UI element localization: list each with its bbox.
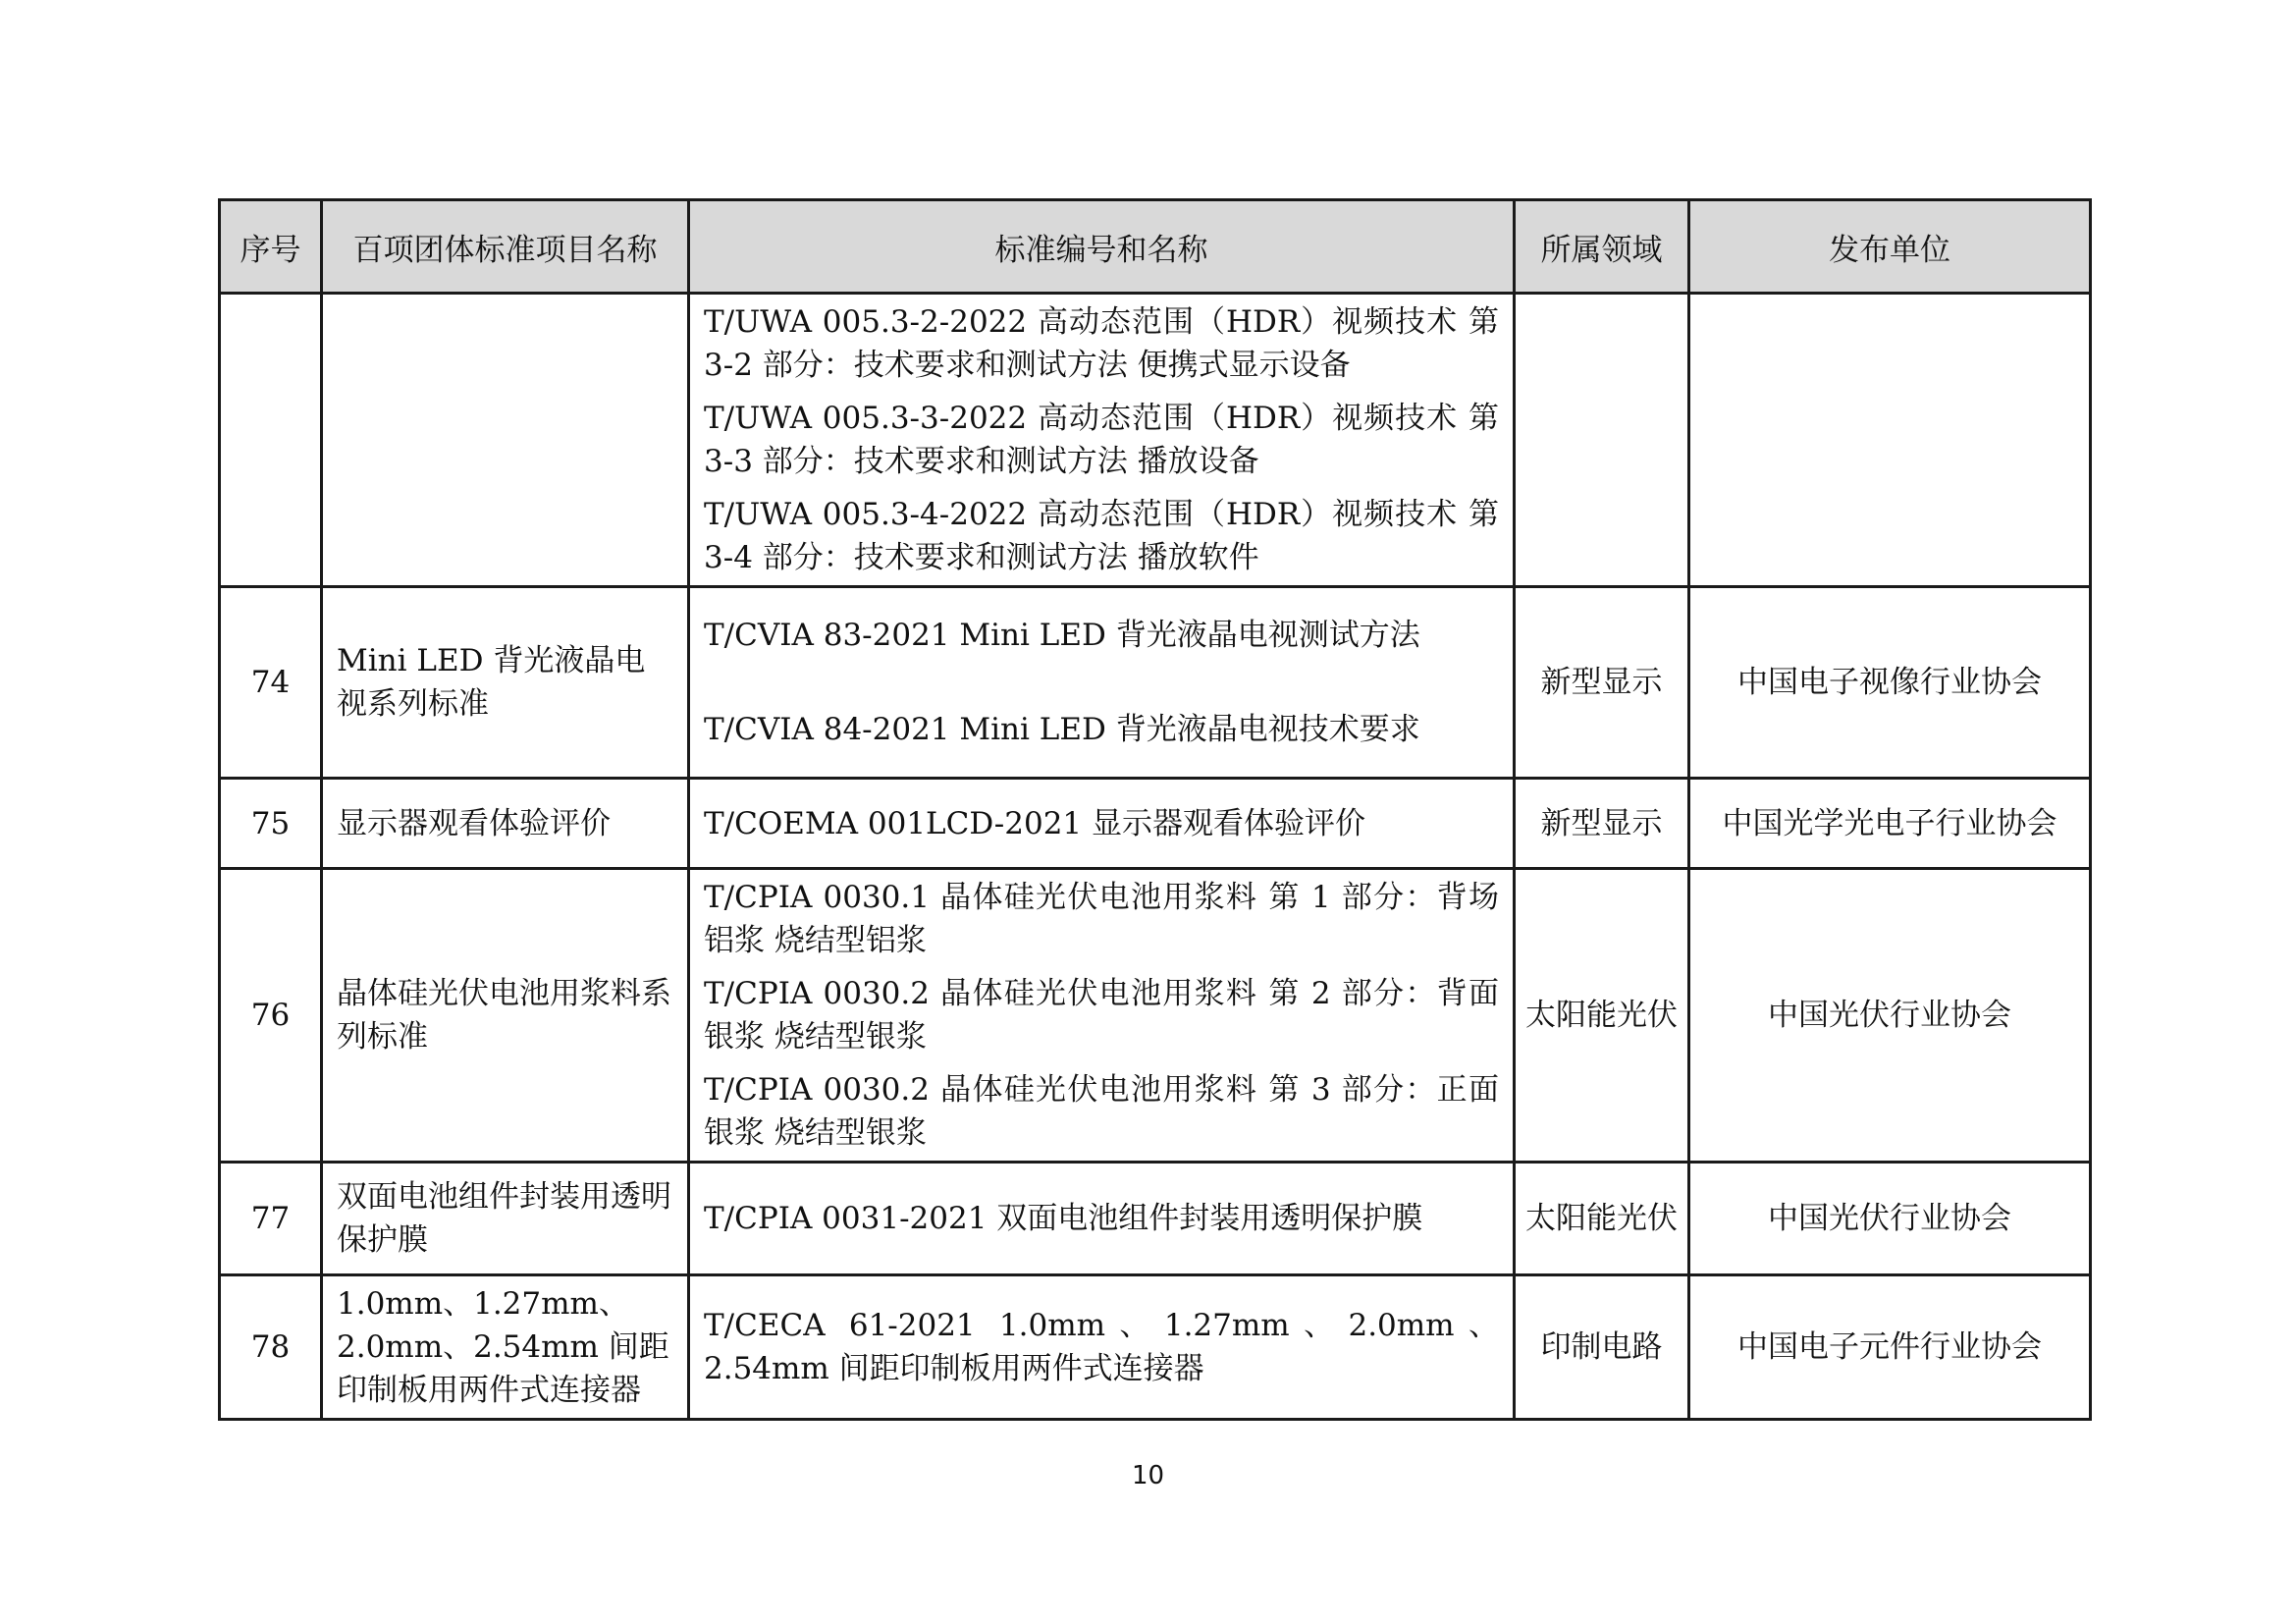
standard-item: T/CECA 61-2021 1.0mm、1.27mm、2.0mm、2.54mm 间距印制板用两件式连接器 — [704, 1308, 1499, 1386]
row-standards — [689, 779, 1515, 869]
row-org: 中国光伏行业协会 — [1689, 869, 2091, 1163]
standard-item: T/CPIA 0031-2021 双面电池组件封装用透明保护膜 — [704, 1201, 1423, 1236]
standard-item: T/CPIA 0030.1 晶体硅光伏电池用浆料 第 1 部分：背场铝浆 烧结型铝浆 — [704, 880, 1499, 958]
standard-item: T/COEMA 001LCD-2021 显示器观看体验评价 — [704, 805, 1365, 841]
header-standard: 标准编号和名称 — [689, 200, 1515, 294]
row-standards — [689, 869, 1515, 1163]
row-field: 新型显示 — [1515, 587, 1689, 779]
row-field: 印制电路 — [1515, 1275, 1689, 1420]
row-org — [1689, 294, 2091, 587]
row-org: 中国光伏行业协会 — [1689, 1163, 2091, 1275]
row-org: 中国电子元件行业协会 — [1689, 1275, 2091, 1420]
row-project: 晶体硅光伏电池用浆料系列标准 — [322, 869, 689, 1163]
row-no: 77 — [220, 1163, 322, 1275]
row-no: 78 — [220, 1275, 322, 1420]
row-standards — [689, 294, 1515, 587]
row-field: 太阳能光伏 — [1515, 1163, 1689, 1275]
standard-item: T/CVIA 84-2021 Mini LED 背光液晶电视技术要求 — [704, 712, 1420, 747]
row-field: 新型显示 — [1515, 779, 1689, 869]
row-standards — [689, 1275, 1515, 1420]
standard-item: T/CPIA 0030.2 晶体硅光伏电池用浆料 第 3 部分：正面银浆 烧结型银浆 — [704, 1072, 1499, 1151]
row-project: 1.0mm、1.27mm、2.0mm、2.54mm 间距印制板用两件式连接器 — [322, 1275, 689, 1420]
standard-item: T/UWA 005.3-4-2022 高动态范围（HDR）视频技术 第3-4 部分：技术要求和测试方法 播放软件 — [704, 497, 1499, 575]
standard-item: T/CVIA 83-2021 Mini LED 背光液晶电视测试方法 — [704, 618, 1420, 653]
header-project: 百项团体标准项目名称 — [322, 200, 689, 294]
standard-item: T/CPIA 0030.2 晶体硅光伏电池用浆料 第 2 部分：背面银浆 烧结型银浆 — [704, 976, 1499, 1055]
row-field: 太阳能光伏 — [1515, 869, 1689, 1163]
header-org: 发布单位 — [1689, 200, 2091, 294]
table-row — [220, 587, 2091, 779]
table-row — [220, 1163, 2091, 1275]
row-no — [220, 294, 322, 587]
row-standards — [689, 1163, 1515, 1275]
row-no: 74 — [220, 587, 322, 779]
row-project: Mini LED 背光液晶电视系列标准 — [322, 587, 689, 779]
table-row — [220, 1275, 2091, 1420]
table-row — [220, 869, 2091, 1163]
row-field — [1515, 294, 1689, 587]
row-no: 75 — [220, 779, 322, 869]
table-row — [220, 294, 2091, 587]
standards-table — [218, 198, 2092, 1421]
table-header-row — [220, 200, 2091, 294]
row-standards — [689, 587, 1515, 779]
row-project: 双面电池组件封装用透明保护膜 — [322, 1163, 689, 1275]
table-row — [220, 779, 2091, 869]
standard-item: T/UWA 005.3-2-2022 高动态范围（HDR）视频技术 第3-2 部分：技术要求和测试方法 便携式显示设备 — [704, 304, 1499, 383]
row-project: 显示器观看体验评价 — [322, 779, 689, 869]
header-field: 所属领域 — [1515, 200, 1689, 294]
standards-table-container — [218, 198, 2089, 1421]
header-no: 序号 — [220, 200, 322, 294]
standard-item: T/UWA 005.3-3-2022 高动态范围（HDR）视频技术 第3-3 部分：技术要求和测试方法 播放设备 — [704, 401, 1499, 479]
page-number: 10 — [1131, 1461, 1165, 1490]
row-no: 76 — [220, 869, 322, 1163]
row-org: 中国光学光电子行业协会 — [1689, 779, 2091, 869]
row-org: 中国电子视像行业协会 — [1689, 587, 2091, 779]
row-project — [322, 294, 689, 587]
